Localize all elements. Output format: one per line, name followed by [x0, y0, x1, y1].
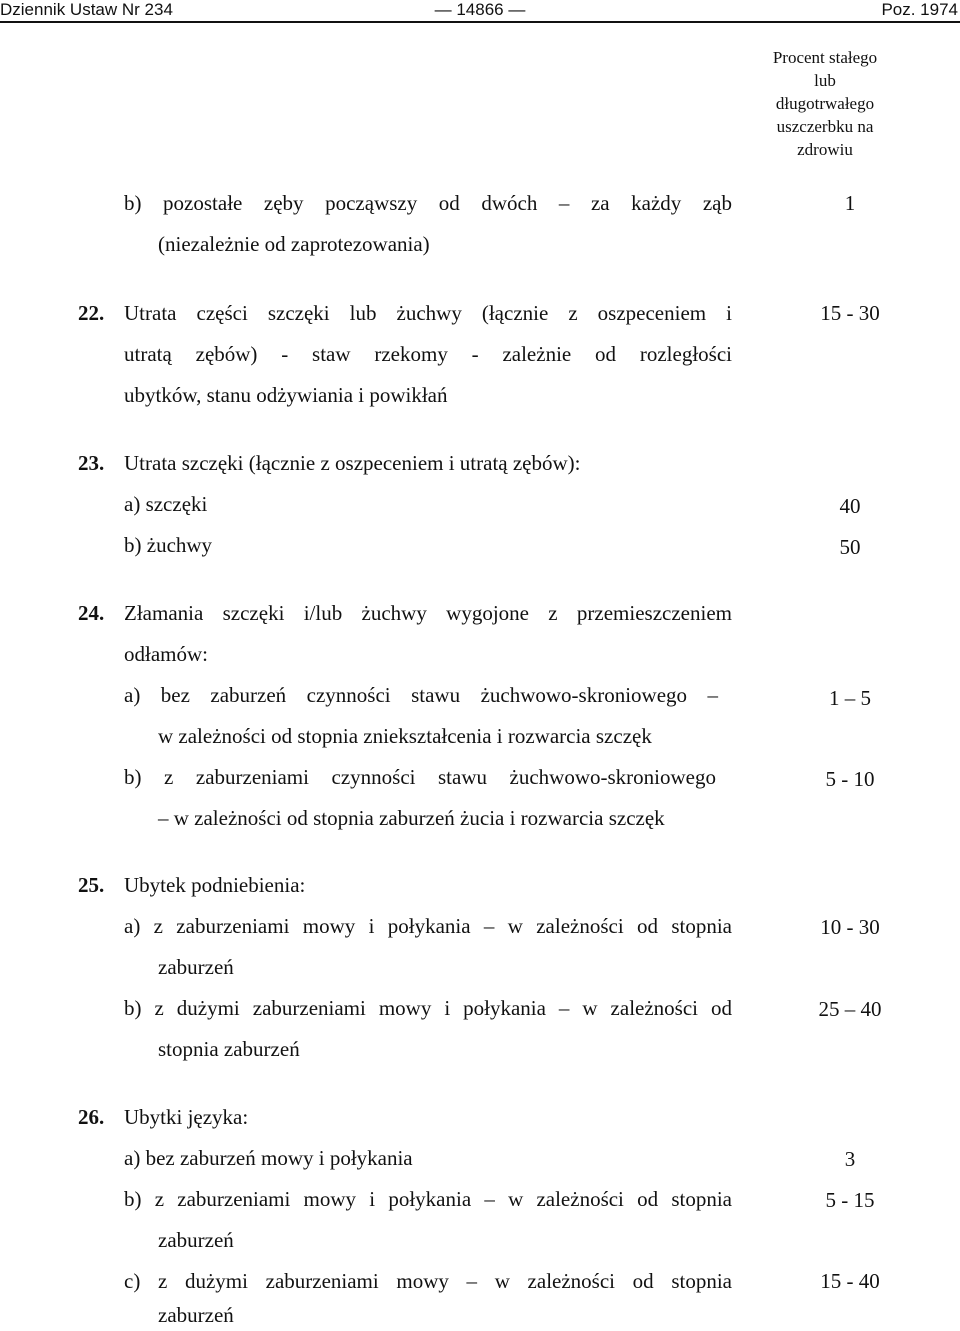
item-number: 24.: [78, 601, 105, 625]
percent-value: 40: [839, 494, 861, 518]
item-text: – w zależności od stopnia zaburzeń żucia i rozwarcia szczęk: [158, 806, 665, 830]
item-text: zaburzeń: [158, 1303, 234, 1327]
item-text: zaburzeń: [158, 1228, 234, 1252]
item-number: 25.: [78, 873, 105, 897]
percent-value: 15 - 30: [820, 301, 880, 325]
percent-value: 3: [844, 1147, 856, 1171]
item-text: Złamania szczęki i/lub żuchwy wygojone z przemieszczeniem: [124, 601, 732, 625]
page-number: — 14866 —: [434, 0, 526, 19]
percent-value: 5 - 10: [825, 767, 875, 791]
item-text: b) z zaburzeniami czynności stawu żuchwowo-skroniowego: [124, 765, 716, 789]
item-text: w zależności od stopnia zniekształcenia i rozwarcia szczęk: [158, 724, 652, 748]
item-text: utratą zębów) - staw rzekomy - zależnie od rozległości: [124, 342, 732, 366]
item-number: 23.: [78, 451, 105, 475]
column-header-line: długotrwałego: [775, 94, 875, 113]
percent-value: 50: [839, 535, 861, 559]
percent-value: 5 - 15: [825, 1188, 875, 1212]
item-text: a) bez zaburzeń mowy i połykania: [124, 1146, 413, 1170]
column-header: [760, 46, 890, 161]
item-text: (niezależnie od zaprotezowania): [158, 232, 430, 256]
item-text: stopnia zaburzeń: [158, 1037, 300, 1061]
item-text: Ubytek podniebienia:: [124, 873, 306, 897]
percent-value: 1 – 5: [829, 686, 871, 710]
column-header-line: lub: [814, 71, 836, 90]
item-text: odłamów:: [124, 642, 208, 666]
column-header-line: Procent stałego: [772, 48, 878, 67]
item-text: c) z dużymi zaburzeniami mowy – w zależności od stopnia: [124, 1269, 732, 1293]
item-text: b) pozostałe zęby począwszy od dwóch – za każdy ząb: [124, 191, 732, 215]
item-text: b) z dużymi zaburzeniami mowy i połykania – w zależności od: [124, 996, 732, 1020]
item-text: Utrata szczęki (łącznie z oszpeceniem i utratą zębów):: [124, 451, 581, 475]
item-text: Ubytki języka:: [124, 1105, 249, 1129]
column-header-line: uszczerbku na: [776, 117, 874, 136]
position-number: Poz. 1974: [881, 0, 958, 19]
item-text: Utrata części szczęki lub żuchwy (łącznie z oszpeceniem i: [124, 301, 732, 325]
journal-title: Dziennik Ustaw Nr 234: [0, 0, 173, 19]
item-number: 22.: [78, 301, 105, 325]
item-number: 26.: [78, 1105, 105, 1129]
item-text: ubytków, stanu odżywiania i powikłań: [124, 383, 448, 407]
percent-value: 1: [844, 191, 856, 215]
percent-value: 25 – 40: [818, 997, 882, 1021]
column-header-line: zdrowiu: [797, 140, 853, 159]
item-text: a) z zaburzeniami mowy i połykania – w zależności od stopnia: [124, 914, 732, 938]
percent-value: 15 - 40: [820, 1269, 880, 1293]
header-rule: [0, 21, 960, 23]
item-text: b) z zaburzeniami mowy i połykania – w zależności od stopnia: [124, 1187, 732, 1211]
item-text: a) bez zaburzeń czynności stawu żuchwowo-skroniowego –: [124, 683, 718, 707]
item-text: a) szczęki: [124, 492, 208, 516]
item-text: zaburzeń: [158, 955, 234, 979]
page-header: [0, 0, 960, 22]
item-text: b) żuchwy: [124, 533, 213, 557]
percent-value: 10 - 30: [820, 915, 880, 939]
